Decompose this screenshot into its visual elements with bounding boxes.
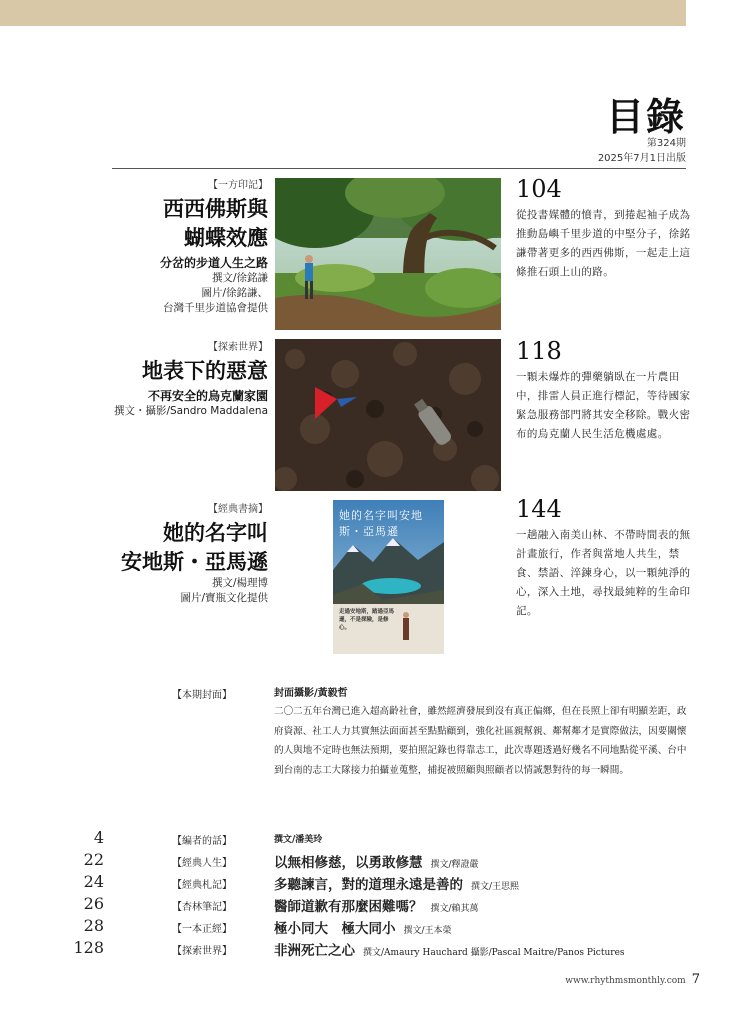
cover-tag: 【本期封面】 [172,690,232,701]
article-title-line[interactable]: 安地斯・亞馬遜 [121,549,268,574]
list-item[interactable] [60,916,680,938]
list-tag: 【探索世界】 [172,946,232,957]
list-page-number[interactable]: 4 [93,828,104,847]
issue-number: 第324期 [646,138,686,149]
page-title: 目錄 [605,94,686,139]
list-tag: 【編者的話】 [172,836,232,847]
article-2-text[interactable] [108,338,268,419]
list-title-text[interactable]: 醫師道歉有那麼困難嗎？ [274,899,423,915]
article-1-photo[interactable] [275,178,501,330]
list-credit: 撰文/Amaury Hauchard 攝影/Pascal Maitre/Panos Pictures [363,948,625,958]
list-item[interactable] [60,872,680,894]
issue-info [598,136,686,166]
article-title-line[interactable]: 地表下的惡意 [142,358,268,383]
list-credit: 撰文/王本榮 [403,926,452,936]
list-page-number[interactable]: 24 [83,872,104,891]
list-credit: 撰文/釋證嚴 [430,860,479,870]
website-url[interactable]: www.rhythmsmonthly.com [565,976,686,986]
article-3-summary [516,496,694,621]
list-title[interactable] [274,873,519,893]
article-title-line[interactable]: 她的名字叫 [163,520,268,545]
article-credit: 撰文/楊理博 [211,577,268,589]
article-2-summary [516,338,694,444]
cover-description: 二〇二五年台灣已進入超高齡社會，雖然經濟發展到沒有真正偏鄉，但在長照上卻有明顯差距，政府資源、社工人力其實無法面面甚至點點顧到，強化社區親幫親、鄰幫鄰才是實際做法，因要關懷的人與地不定時也無法預期，要拍照記錄也得靠志工，此次專題透過好幾名不同地點從平溪、台中到台南的志工大隊接力拍攝並蒐整，捕捉被照顧與照顧者以情誠懇對待的每一瞬間。 [274,706,687,776]
article-credit: 撰文/徐銘謙 [211,272,268,284]
article-description: 一顆未爆炸的彈藥躺臥在一片農田中，排雷人員正進行標記，等待國家緊急服務部門將其安全移除。戰火密布的烏克蘭人民生活危機處處。 [516,371,691,440]
list-page-number[interactable]: 28 [83,916,104,935]
book-cover-title: 她的名字叫安地斯・亞馬遜 [339,509,423,538]
list-page-number[interactable]: 128 [73,938,104,957]
article-1-summary [516,176,694,282]
list-title[interactable] [274,939,625,959]
book-cover[interactable] [333,500,444,654]
list-credit: 撰文/王思熙 [471,882,520,892]
list-title-text[interactable]: 極小同大 極大同小 [274,921,396,937]
list-tag: 【一本正經】 [172,924,232,935]
top-color-bar [0,0,686,26]
article-tag: 【一方印記】 [208,180,268,191]
list-credit: 撰文/潘美玲 [274,835,323,845]
article-tag: 【探索世界】 [208,342,268,353]
header-rule [112,168,686,169]
list-page-number[interactable]: 26 [83,894,104,913]
list-page-number[interactable]: 22 [83,850,104,869]
issue-date: 2025年7月1日出版 [597,153,686,164]
article-credit: 台灣千里步道協會提供 [163,302,268,314]
list-tag: 【杏林筆記】 [172,902,232,913]
article-credit: 圖片/徐銘謙、 [201,287,268,299]
list-tag: 【經典札記】 [172,880,232,891]
cover-credit: 封面攝影/黃毅哲 [274,688,348,699]
footer-page-number: 7 [691,972,700,987]
list-title[interactable] [274,851,479,871]
list-title-text[interactable]: 非洲死亡之心 [274,943,355,959]
list-title[interactable] [274,895,479,915]
page-number[interactable]: 104 [516,175,562,203]
article-credit: 撰文・攝影/Sandro Maddalena [113,405,268,417]
list-item[interactable] [60,938,680,960]
article-tag: 【經典書摘】 [208,504,268,515]
article-description: 一趟融入南美山林、不帶時間表的無計畫旅行，作者與當地人共生，禁食、禁語、淬鍊身心，以一顆純淨的心，深入土地，尋找最純粹的生命印記。 [516,529,691,617]
article-credit: 圖片/寶瓶文化提供 [180,592,268,604]
list-title-text[interactable]: 以無相修慈，以勇敢修慧 [274,855,423,871]
page-number[interactable]: 118 [516,337,562,365]
article-title-line[interactable]: 蝴蝶效應 [184,225,268,250]
list-title[interactable] [274,917,452,937]
article-1-text[interactable] [108,176,268,316]
list-item[interactable] [60,850,680,872]
article-description: 從投書媒體的憤青，到捲起袖子成為推動島嶼千里步道的中堅分子，徐銘謙帶著更多的西西佛斯，一起走上這條推石頭上山的路。 [516,209,691,278]
list-credit: 撰文/賴其萬 [430,904,479,914]
page-number[interactable]: 144 [516,495,562,523]
page-footer [565,972,700,987]
article-subtitle: 不再安全的烏克蘭家園 [147,389,268,403]
article-subtitle: 分岔的步道人生之路 [159,256,268,270]
article-2-photo[interactable] [275,339,501,491]
list-item[interactable] [60,828,680,850]
list-title-text[interactable]: 多聽諫言，對的道理永遠是善的 [274,877,463,893]
list-item[interactable] [60,894,680,916]
article-title-line[interactable]: 西西佛斯與 [163,196,268,221]
book-cover-tagline: 走過安地斯，踏過亞馬遜，不是探險，是修心。 [339,609,395,631]
article-3-text[interactable] [108,500,268,606]
list-tag: 【經典人生】 [172,858,232,869]
